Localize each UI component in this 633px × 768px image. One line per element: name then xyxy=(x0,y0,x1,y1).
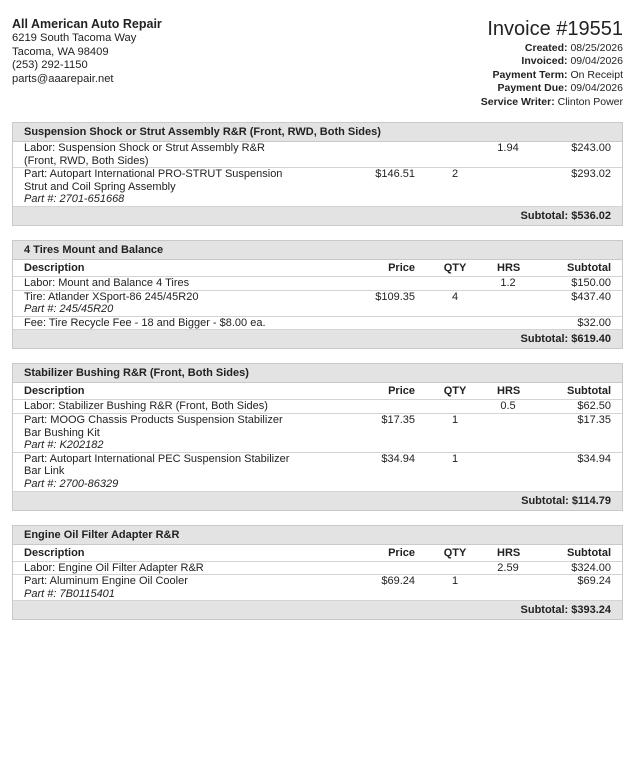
item-qty xyxy=(415,400,467,414)
part-number: Part #: 7B0115401 xyxy=(24,587,115,600)
item-qty xyxy=(415,562,467,576)
item-hrs: 2.59 xyxy=(467,562,519,576)
item-hrs xyxy=(467,317,519,331)
invoiced-value: 09/04/2026 xyxy=(570,55,623,68)
item-hrs: 0.5 xyxy=(467,400,519,414)
payment-term-line xyxy=(481,69,623,82)
company-address-line2: Tacoma, WA 98409 xyxy=(12,45,109,58)
company-name: All American Auto Repair xyxy=(12,17,162,31)
item-description-text: Part: Autopart International PEC Suspension Stabilizer Bar Link xyxy=(24,452,290,478)
item-description-text: Labor: Mount and Balance 4 Tires xyxy=(24,276,190,289)
job-title: Suspension Shock or Strut Assembly R&R (Front, RWD, Both Sides) xyxy=(13,123,622,142)
item-description-text: Part: Aluminum Engine Oil Cooler xyxy=(24,575,188,588)
item-subtotal: $34.94 xyxy=(519,453,622,492)
line-item-description xyxy=(13,142,303,168)
column-header-subtotal: Subtotal xyxy=(519,545,622,562)
item-description-text: Labor: Suspension Shock or Strut Assembly R&R (Front, RWD, Both Sides) xyxy=(24,142,265,167)
item-subtotal: $150.00 xyxy=(519,277,622,291)
job-title: Stabilizer Bushing R&R (Front, Both Sides) xyxy=(13,364,622,383)
line-item-description xyxy=(13,575,303,601)
line-items-table xyxy=(13,545,622,602)
company-email[interactable]: parts@aaarepair.net xyxy=(12,72,114,85)
service-writer-label: Service Writer: xyxy=(480,95,555,108)
item-qty: 1 xyxy=(415,414,467,453)
company-info xyxy=(12,18,162,122)
item-description-text: Part: MOOG Chassis Products Suspension Stabilizer Bar Bushing Kit xyxy=(24,413,283,439)
item-price xyxy=(303,562,415,576)
invoiced-label: Invoiced: xyxy=(521,55,568,68)
company-address-line1: 6219 South Tacoma Way xyxy=(12,32,137,45)
item-description-text: Tire: Atlander XSport-86 245/45R20 xyxy=(24,290,199,303)
item-description-text: Labor: Stabilizer Bushing R&R (Front, Both Sides) xyxy=(24,400,268,413)
line-item-description xyxy=(13,277,303,291)
column-header-description: Description xyxy=(13,260,303,277)
item-subtotal: $32.00 xyxy=(519,317,622,331)
item-hrs: 1.94 xyxy=(467,142,519,168)
item-hrs xyxy=(467,291,519,317)
job-section xyxy=(12,240,623,349)
item-price: $146.51 xyxy=(303,168,415,207)
item-qty xyxy=(415,142,467,168)
column-header-hrs: HRS xyxy=(467,260,519,277)
item-qty: 1 xyxy=(415,575,467,601)
invoice-header xyxy=(12,18,623,122)
section-subtotal: Subtotal: $619.40 xyxy=(13,330,622,348)
created-line xyxy=(481,42,623,55)
item-description-text: Part: Autopart International PRO-STRUT Suspension Strut and Coil Spring Assembly xyxy=(24,168,283,193)
item-subtotal: $69.24 xyxy=(519,575,622,601)
part-number: Part #: 2701-651668 xyxy=(24,193,125,206)
item-description-text: Fee: Tire Recycle Fee - 18 and Bigger - $8.00 ea. xyxy=(24,316,266,329)
line-items-table xyxy=(13,383,622,491)
item-qty: 4 xyxy=(415,291,467,317)
service-writer-value: Clinton Power xyxy=(557,95,623,108)
line-item-description xyxy=(13,317,303,331)
item-price: $69.24 xyxy=(303,575,415,601)
item-price: $34.94 xyxy=(303,453,415,492)
column-header-qty: QTY xyxy=(415,383,467,400)
invoiced-line xyxy=(481,55,623,68)
column-header-price: Price xyxy=(303,545,415,562)
column-header-subtotal: Subtotal xyxy=(519,260,622,277)
job-section xyxy=(12,122,623,226)
item-qty xyxy=(415,277,467,291)
company-phone: (253) 292-1150 xyxy=(12,59,88,72)
line-item-description xyxy=(13,562,303,576)
job-sections xyxy=(12,122,623,620)
item-subtotal: $62.50 xyxy=(519,400,622,414)
item-subtotal: $324.00 xyxy=(519,562,622,576)
column-header-subtotal: Subtotal xyxy=(519,383,622,400)
item-description-text: Labor: Engine Oil Filter Adapter R&R xyxy=(24,561,204,574)
item-qty: 1 xyxy=(415,453,467,492)
item-hrs xyxy=(467,168,519,207)
job-title: Engine Oil Filter Adapter R&R xyxy=(13,526,622,545)
column-header-qty: QTY xyxy=(415,260,467,277)
job-title: 4 Tires Mount and Balance xyxy=(13,241,622,260)
created-value: 08/25/2026 xyxy=(570,42,623,54)
line-items-table xyxy=(13,260,622,330)
part-number: Part #: K202182 xyxy=(24,439,104,452)
item-subtotal: $437.40 xyxy=(519,291,622,317)
item-price xyxy=(303,142,415,168)
line-item-description xyxy=(13,400,303,414)
payment-due-label: Payment Due: xyxy=(497,82,568,95)
section-subtotal: Subtotal: $393.24 xyxy=(13,601,622,619)
item-subtotal: $293.02 xyxy=(519,168,622,207)
line-item-description xyxy=(13,453,303,492)
service-writer-line xyxy=(481,96,623,109)
item-hrs xyxy=(467,414,519,453)
column-header-price: Price xyxy=(303,260,415,277)
item-qty xyxy=(415,317,467,331)
column-header-price: Price xyxy=(303,383,415,400)
column-header-description: Description xyxy=(13,545,303,562)
section-subtotal: Subtotal: $536.02 xyxy=(13,207,622,225)
invoice-title: Invoice #19551 xyxy=(487,18,623,40)
item-price: $109.35 xyxy=(303,291,415,317)
line-items-table xyxy=(13,142,622,207)
item-price xyxy=(303,317,415,331)
item-hrs: 1.2 xyxy=(467,277,519,291)
item-price: $17.35 xyxy=(303,414,415,453)
column-header-description: Description xyxy=(13,383,303,400)
item-subtotal: $243.00 xyxy=(519,142,622,168)
column-header-qty: QTY xyxy=(415,545,467,562)
line-item-description xyxy=(13,291,303,317)
section-subtotal: Subtotal: $114.79 xyxy=(13,492,622,510)
line-item-description xyxy=(13,168,303,207)
line-item-description xyxy=(13,414,303,453)
payment-due-value: 09/04/2026 xyxy=(570,82,623,95)
payment-term-value: On Receipt xyxy=(570,68,623,81)
created-label: Created: xyxy=(524,42,568,54)
part-number: Part #: 245/45R20 xyxy=(24,303,114,316)
item-subtotal: $17.35 xyxy=(519,414,622,453)
item-qty: 2 xyxy=(415,168,467,207)
payment-due-line xyxy=(481,82,623,95)
item-price xyxy=(303,400,415,414)
item-hrs xyxy=(467,453,519,492)
job-section xyxy=(12,525,623,621)
payment-term-label: Payment Term: xyxy=(492,68,568,81)
item-price xyxy=(303,277,415,291)
job-section xyxy=(12,363,623,510)
invoice-meta xyxy=(481,18,623,122)
part-number: Part #: 2700-86329 xyxy=(24,477,119,490)
column-header-hrs: HRS xyxy=(467,545,519,562)
column-header-hrs: HRS xyxy=(467,383,519,400)
item-hrs xyxy=(467,575,519,601)
